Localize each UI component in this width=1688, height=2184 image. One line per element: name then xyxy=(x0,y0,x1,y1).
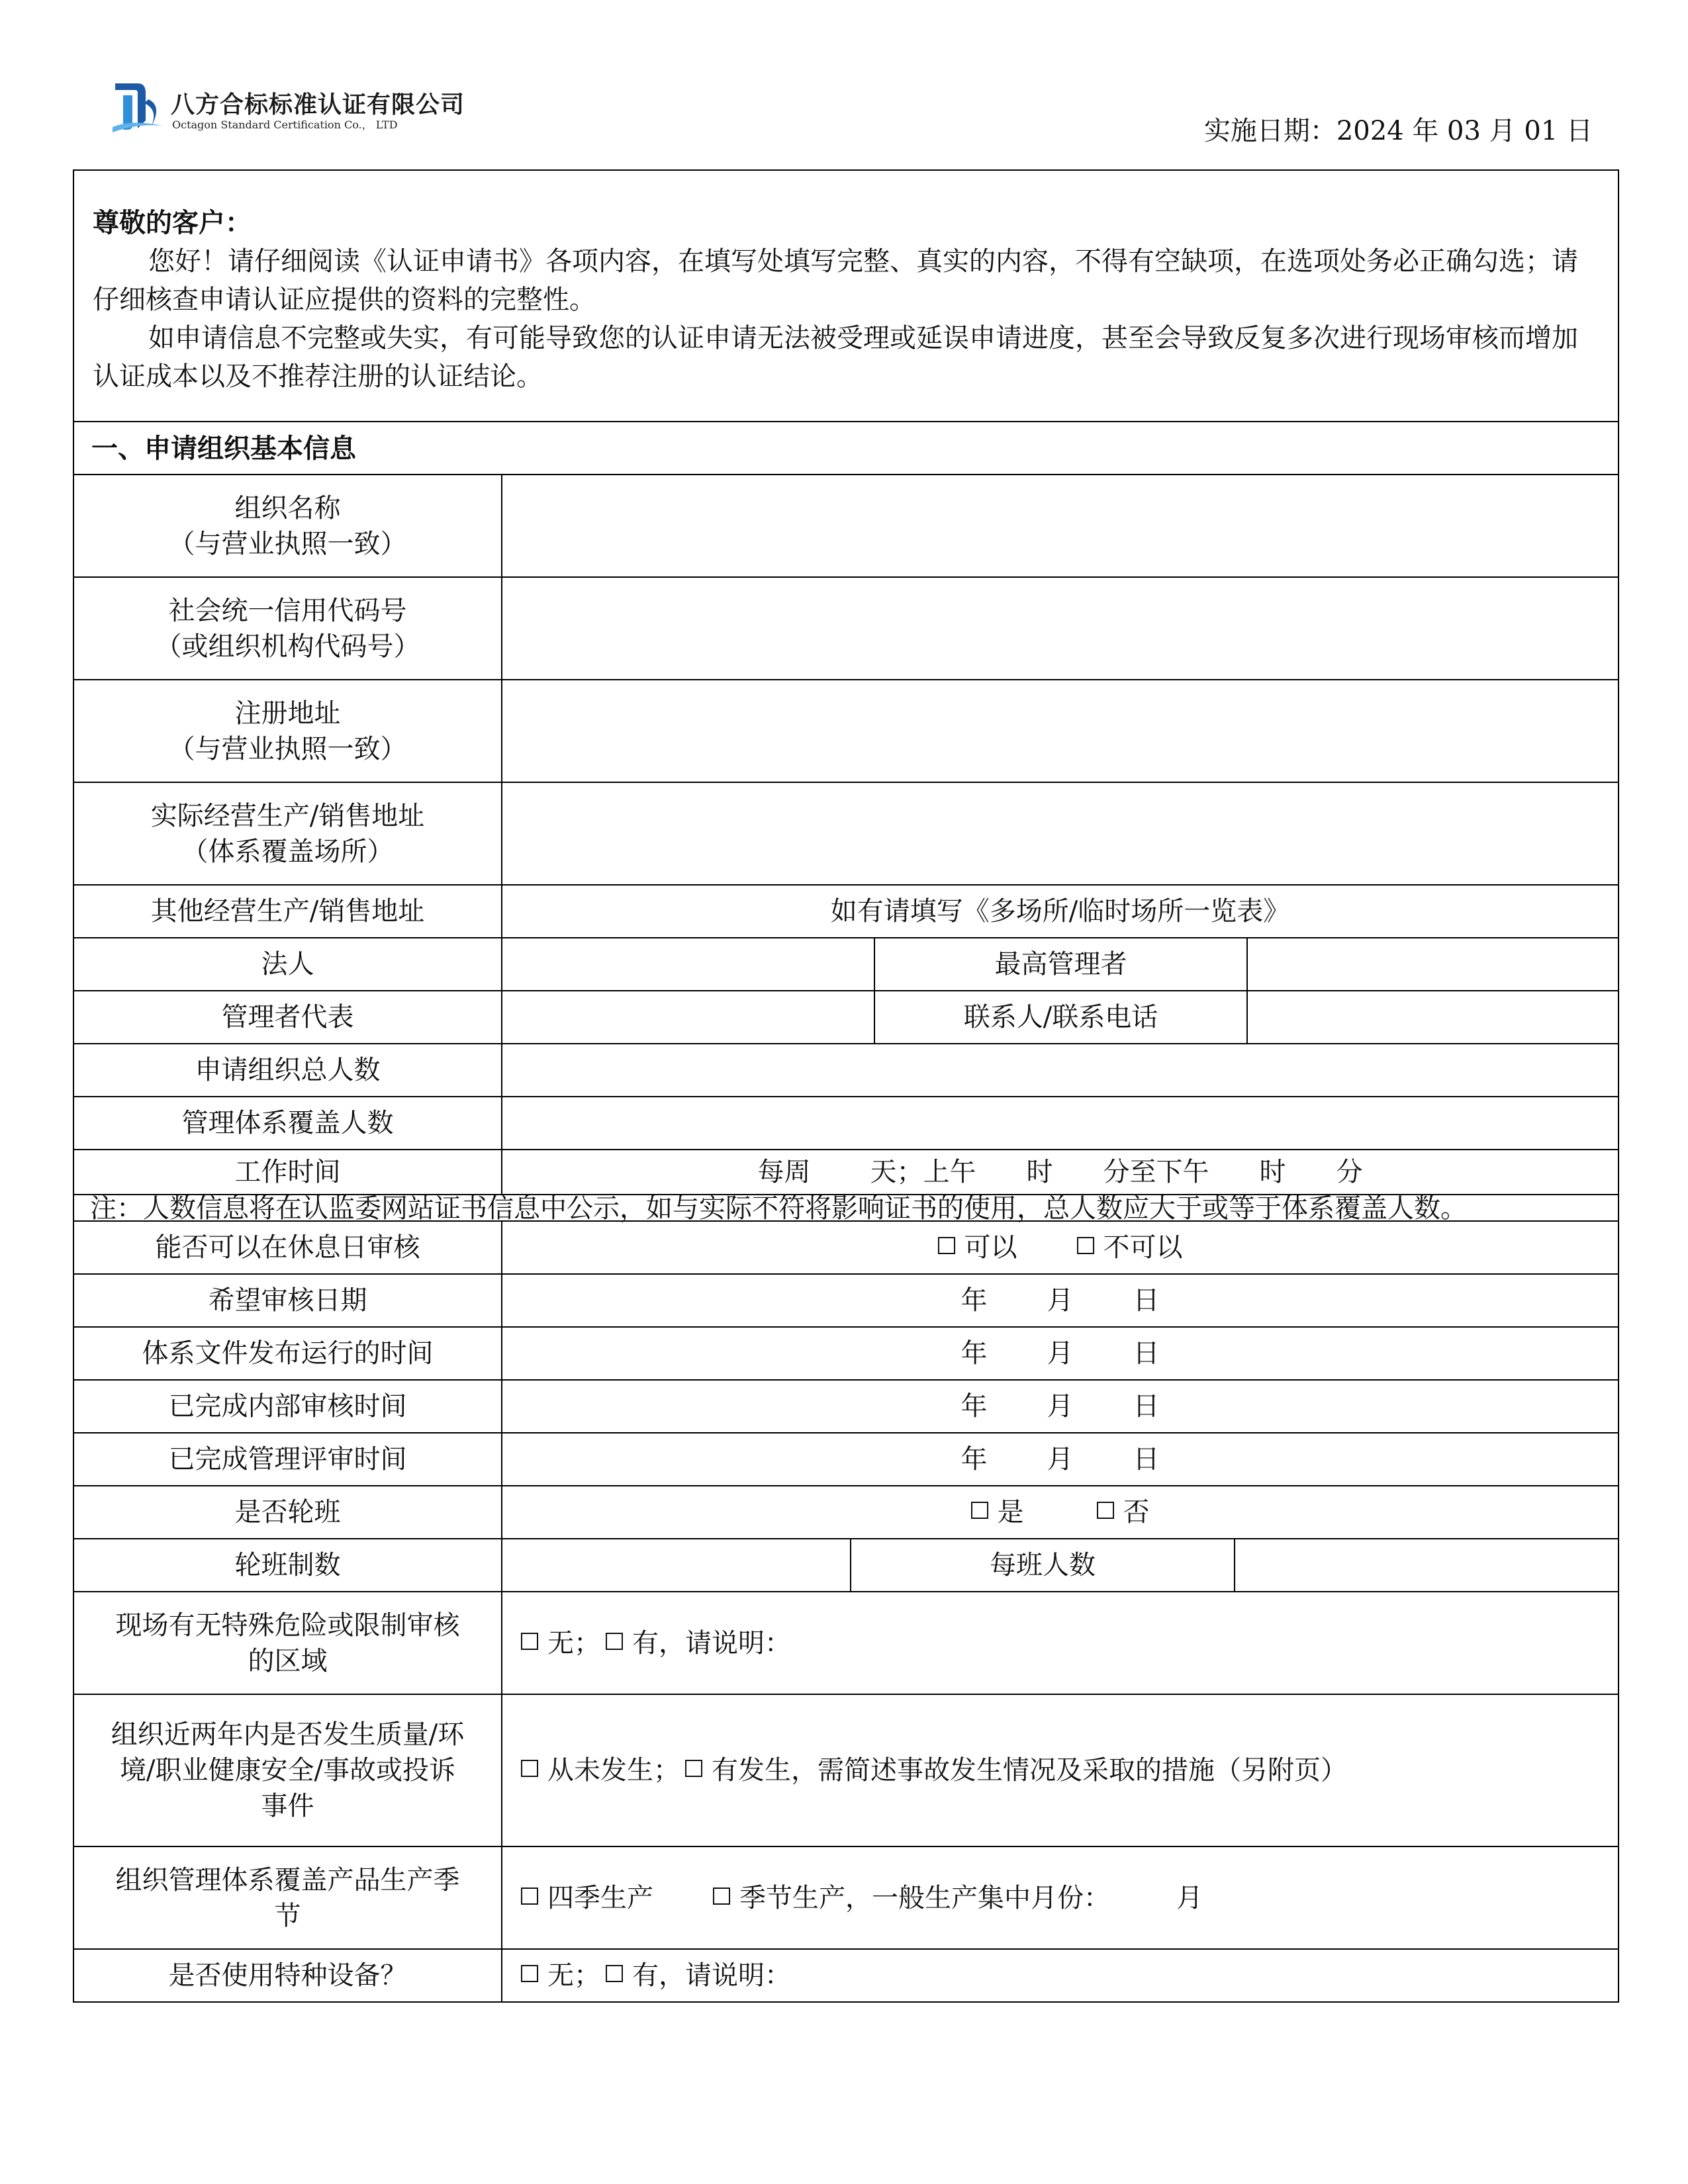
doc-release-label: 体系文件发布运行的时间 xyxy=(74,1328,502,1379)
option-can: 可以 xyxy=(964,1232,1017,1263)
greeting: 尊敬的客户： xyxy=(93,207,252,238)
internal-audit-label: 已完成内部审核时间 xyxy=(74,1381,502,1432)
other-address-label: 其他经营生产/销售地址 xyxy=(74,886,502,937)
option-cannot: 不可以 xyxy=(1103,1232,1183,1263)
incidents-options: 从未发生； 有发生，需简述事故发生情况及采取的措施（另附页） xyxy=(502,1695,1618,1846)
legal-person-label: 法人 xyxy=(74,938,502,990)
mgmt-review-field[interactable]: 年 月 日 xyxy=(961,1444,1160,1475)
contact-label: 联系人/联系电话 xyxy=(875,991,1248,1043)
legal-person-field[interactable] xyxy=(502,938,875,990)
row-total-staff xyxy=(74,1044,1618,1097)
row-incidents xyxy=(74,1695,1618,1847)
top-manager-label: 最高管理者 xyxy=(875,938,1248,990)
season-options: 四季生产 季节生产，一般生产集中月份： 月 xyxy=(502,1847,1618,1948)
option-yes: 是 xyxy=(997,1497,1024,1527)
company-logo xyxy=(111,79,469,138)
covered-staff-field[interactable] xyxy=(502,1097,1618,1149)
special-equipment-options: 无； 有，请说明： xyxy=(502,1950,1618,2001)
work-time-field[interactable]: 每周 天；上午 时 分至下午 时 分 xyxy=(757,1157,1363,1187)
shift-label: 是否轮班 xyxy=(74,1486,502,1538)
contact-field[interactable] xyxy=(1248,991,1618,1043)
row-registered-address xyxy=(74,680,1618,783)
option-no: 否 xyxy=(1123,1497,1150,1527)
per-shift-field[interactable] xyxy=(1235,1539,1618,1591)
org-name-field[interactable] xyxy=(502,475,1618,576)
work-time-label: 工作时间 xyxy=(74,1150,502,1194)
incidents-label: 组织近两年内是否发生质量/环 境/职业健康安全/事故或投诉 事件 xyxy=(74,1695,502,1846)
expected-date-label: 希望审核日期 xyxy=(74,1275,502,1326)
hazard-label: 现场有无特殊危险或限制审核 的区域 xyxy=(74,1592,502,1694)
checkbox-hazard-yes[interactable] xyxy=(606,1633,623,1650)
logo-english-name: Octagon Standard Certification Co.， LTD xyxy=(172,118,398,131)
mgmt-rep-field[interactable] xyxy=(502,991,875,1043)
intro-block xyxy=(74,171,1618,422)
internal-audit-field[interactable]: 年 月 日 xyxy=(961,1391,1160,1422)
checkbox-seasonal[interactable] xyxy=(713,1888,730,1905)
checkbox-shift-yes[interactable] xyxy=(971,1502,988,1519)
row-season xyxy=(74,1847,1618,1950)
logo-chinese-name: 八方合标标准认证有限公司 xyxy=(171,91,465,118)
intro-paragraph-2: 如申请信息不完整或失实，有可能导致您的认证申请无法被受理或延误申请进度，甚至会导致反复多次进行现场审核而增加认证成本以及不推荐注册的认证结论。 xyxy=(93,323,1578,392)
row-mgmt-rep xyxy=(74,991,1618,1044)
checkbox-never-occurred[interactable] xyxy=(521,1760,538,1777)
actual-address-label: 实际经营生产/销售地址 （体系覆盖场所） xyxy=(74,783,502,884)
row-hazard xyxy=(74,1592,1618,1695)
credit-code-label: 社会统一信用代码号 （或组织机构代码号） xyxy=(74,578,502,679)
doc-release-field[interactable]: 年 月 日 xyxy=(961,1338,1160,1369)
row-covered-staff xyxy=(74,1097,1618,1150)
row-actual-address xyxy=(74,783,1618,886)
actual-address-field[interactable] xyxy=(502,783,1618,884)
row-special-equipment xyxy=(74,1950,1618,2001)
row-credit-code xyxy=(74,578,1618,680)
row-shift xyxy=(74,1486,1618,1539)
row-work-time xyxy=(74,1150,1618,1195)
row-expected-date xyxy=(74,1275,1618,1328)
registered-address-label: 注册地址 （与营业执照一致） xyxy=(74,680,502,782)
weekend-audit-label: 能否可以在休息日审核 xyxy=(74,1222,502,1273)
special-equipment-label: 是否使用特种设备？ xyxy=(74,1950,502,2001)
top-manager-field[interactable] xyxy=(1248,938,1618,990)
credit-code-field[interactable] xyxy=(502,578,1618,679)
application-form xyxy=(73,169,1619,2003)
row-weekend-audit xyxy=(74,1222,1618,1275)
row-other-address xyxy=(74,886,1618,938)
checkbox-can[interactable] xyxy=(938,1237,955,1254)
row-doc-release xyxy=(74,1328,1618,1381)
checkbox-all-season[interactable] xyxy=(521,1888,538,1905)
staff-disclosure-note: 注：人数信息将在认监委网站证书信息中公示，如与实际不符将影响证书的使用，总人数应大于或等于体系覆盖人数。 xyxy=(74,1195,1618,1222)
shift-system-field[interactable] xyxy=(502,1539,851,1591)
checkbox-equipment-yes[interactable] xyxy=(606,1965,623,1982)
registered-address-field[interactable] xyxy=(502,680,1618,782)
hazard-options: 无； 有，请说明： xyxy=(502,1592,1618,1694)
weekend-audit-options xyxy=(502,1222,1618,1273)
logo-mark-icon xyxy=(111,79,164,134)
effective-date: 实施日期：2024 年 03 月 01 日 xyxy=(1203,116,1593,146)
other-address-note: 如有请填写《多场所/临时场所一览表》 xyxy=(830,896,1290,927)
row-org-name xyxy=(74,475,1618,578)
season-label: 组织管理体系覆盖产品生产季 节 xyxy=(74,1847,502,1948)
row-legal-person xyxy=(74,938,1618,991)
row-mgmt-review xyxy=(74,1433,1618,1486)
mgmt-rep-label: 管理者代表 xyxy=(74,991,502,1043)
mgmt-review-label: 已完成管理评审时间 xyxy=(74,1433,502,1485)
org-name-label: 组织名称 （与营业执照一致） xyxy=(74,475,502,576)
total-staff-label: 申请组织总人数 xyxy=(74,1044,502,1096)
per-shift-label: 每班人数 xyxy=(851,1539,1235,1591)
section-title: 一、申请组织基本信息 xyxy=(74,422,1618,475)
row-internal-audit xyxy=(74,1381,1618,1433)
row-shift-system xyxy=(74,1539,1618,1592)
checkbox-hazard-none[interactable] xyxy=(521,1633,538,1650)
covered-staff-label: 管理体系覆盖人数 xyxy=(74,1097,502,1149)
total-staff-field[interactable] xyxy=(502,1044,1618,1096)
expected-date-field[interactable]: 年 月 日 xyxy=(961,1285,1160,1316)
shift-options xyxy=(502,1486,1618,1538)
checkbox-equipment-none[interactable] xyxy=(521,1965,538,1982)
checkbox-shift-no[interactable] xyxy=(1097,1502,1114,1519)
checkbox-occurred[interactable] xyxy=(685,1760,702,1777)
checkbox-cannot[interactable] xyxy=(1077,1237,1094,1254)
shift-system-label: 轮班制数 xyxy=(74,1539,502,1591)
intro-paragraph-1: 您好！请仔细阅读《认证申请书》各项内容，在填写处填写完整、真实的内容，不得有空缺项，在选项处务必正确勾选；请仔细核查申请认证应提供的资料的完整性。 xyxy=(93,246,1578,315)
